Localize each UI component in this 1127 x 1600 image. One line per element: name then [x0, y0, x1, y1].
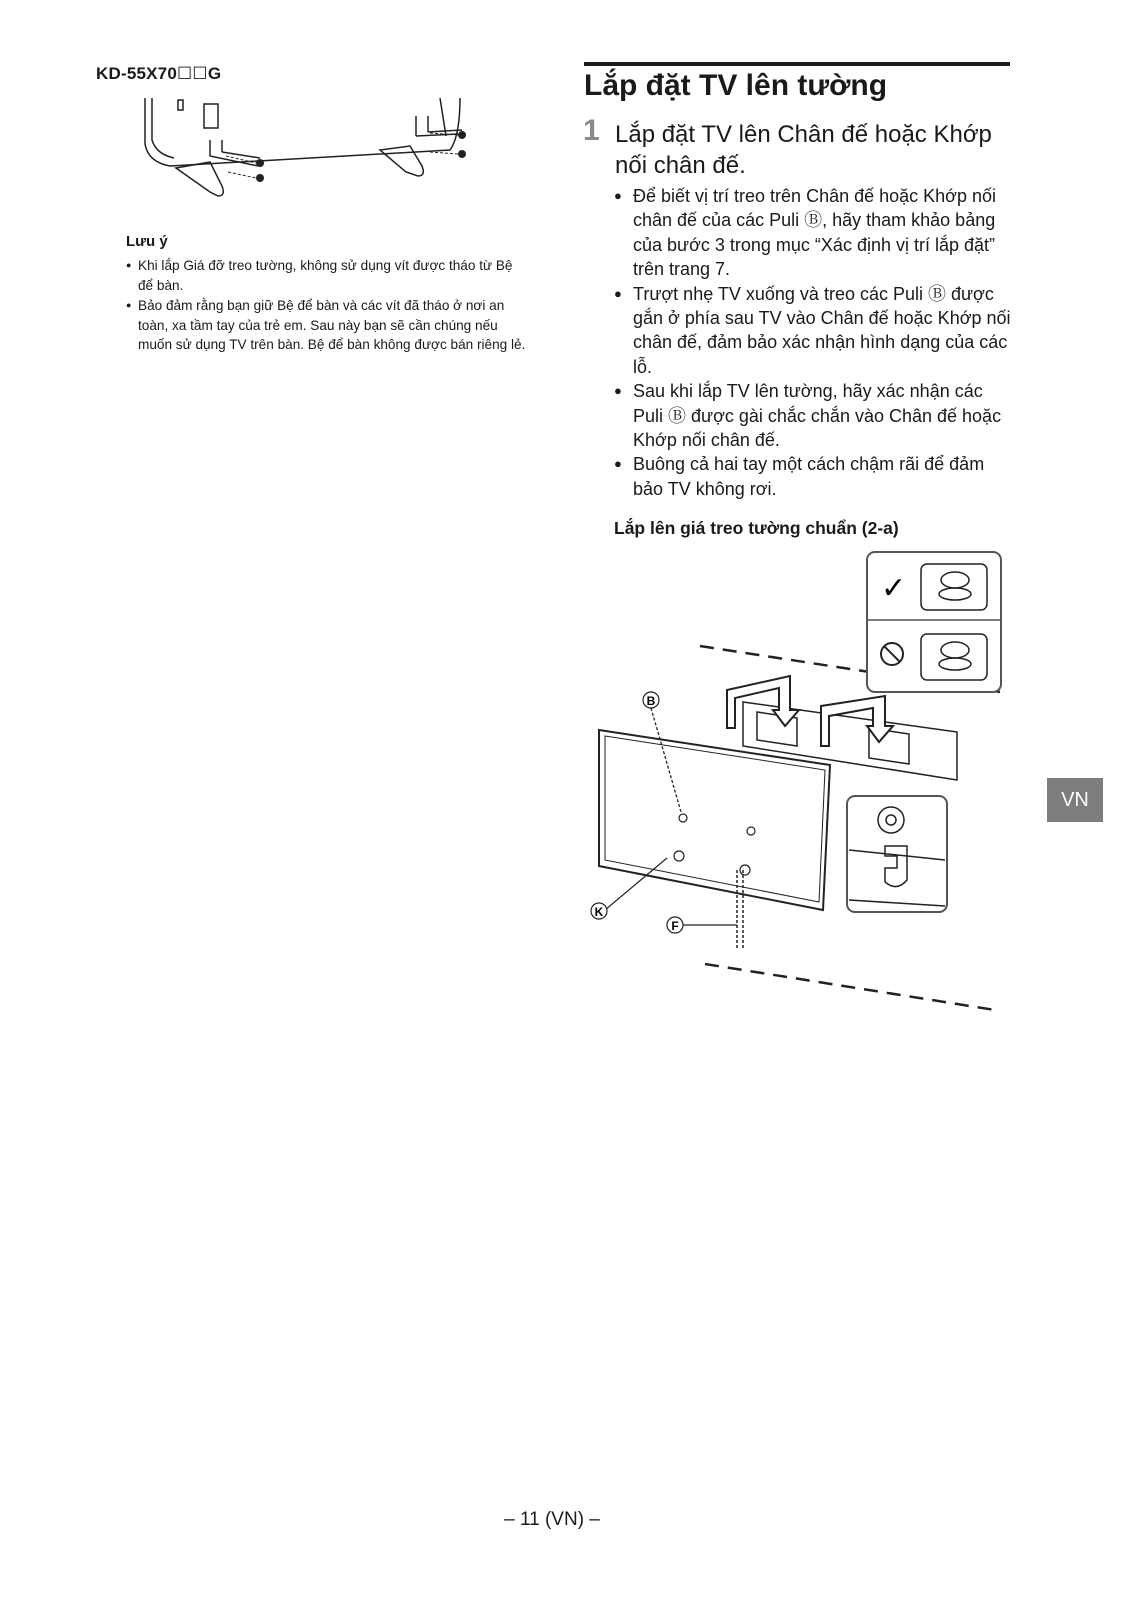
step-bullet: ● Trượt nhẹ TV xuống và treo các Puli Ⓑ được gắn ở phía sau TV vào Chân đế hoặc Khớp nối chân đế, đảm bảo xác nhận hình dạng của các lỗ.	[614, 282, 1014, 380]
language-tab: VN	[1047, 778, 1103, 822]
section-title: Lắp đặt TV lên tường	[584, 69, 888, 102]
step-bullet: ● Sau khi lắp TV lên tường, hãy xác nhận các Puli Ⓑ được gài chắc chắn vào Chân đế hoặc Khớp nối chân đế.	[614, 379, 1014, 452]
sub-heading: Lắp lên giá treo tường chuẩn (2-a)	[614, 518, 899, 538]
model-heading: KD-55X70☐☐G	[96, 64, 222, 83]
page-footer: – 11 (VN) –	[504, 1509, 600, 1530]
step-number: 1	[583, 114, 600, 147]
note-heading: Lưu ý	[126, 233, 168, 250]
note-list	[126, 256, 526, 355]
note-item: ● Bảo đảm rằng bạn giữ Bệ để bàn và các vít đã tháo ở nơi an toàn, xa tầm tay của trẻ em. Sau này bạn sẽ cần chúng nếu muốn sử dụng TV trên bàn. Bệ để bàn không được bán riêng lẻ.	[126, 296, 526, 355]
label-k: K	[594, 905, 604, 919]
label-f: F	[671, 919, 679, 933]
step-bullet-list	[614, 184, 1014, 501]
step-title: Lắp đặt TV lên Chân đế hoặc Khớp nối chân đế.	[615, 121, 992, 179]
section-rule	[584, 62, 1010, 66]
wall-mount-illustration	[585, 550, 1010, 1020]
step-bullet: ● Để biết vị trí treo trên Chân đế hoặc Khớp nối chân đế của các Puli Ⓑ, hãy tham khảo bảng của bước 3 trong mục “Xác định vị trí lắp đặt” trên trang 7.	[614, 184, 1014, 282]
ok-check-icon: ✓	[881, 571, 907, 606]
note-block	[126, 233, 526, 356]
label-b: B	[646, 694, 656, 708]
note-item: ● Khi lắp Giá đỡ treo tường, không sử dụng vít được tháo từ Bệ để bàn.	[126, 256, 526, 295]
tv-stand-illustration	[140, 96, 490, 206]
step-bullet: ● Buông cả hai tay một cách chậm rãi để đảm bảo TV không rơi.	[614, 452, 1014, 501]
